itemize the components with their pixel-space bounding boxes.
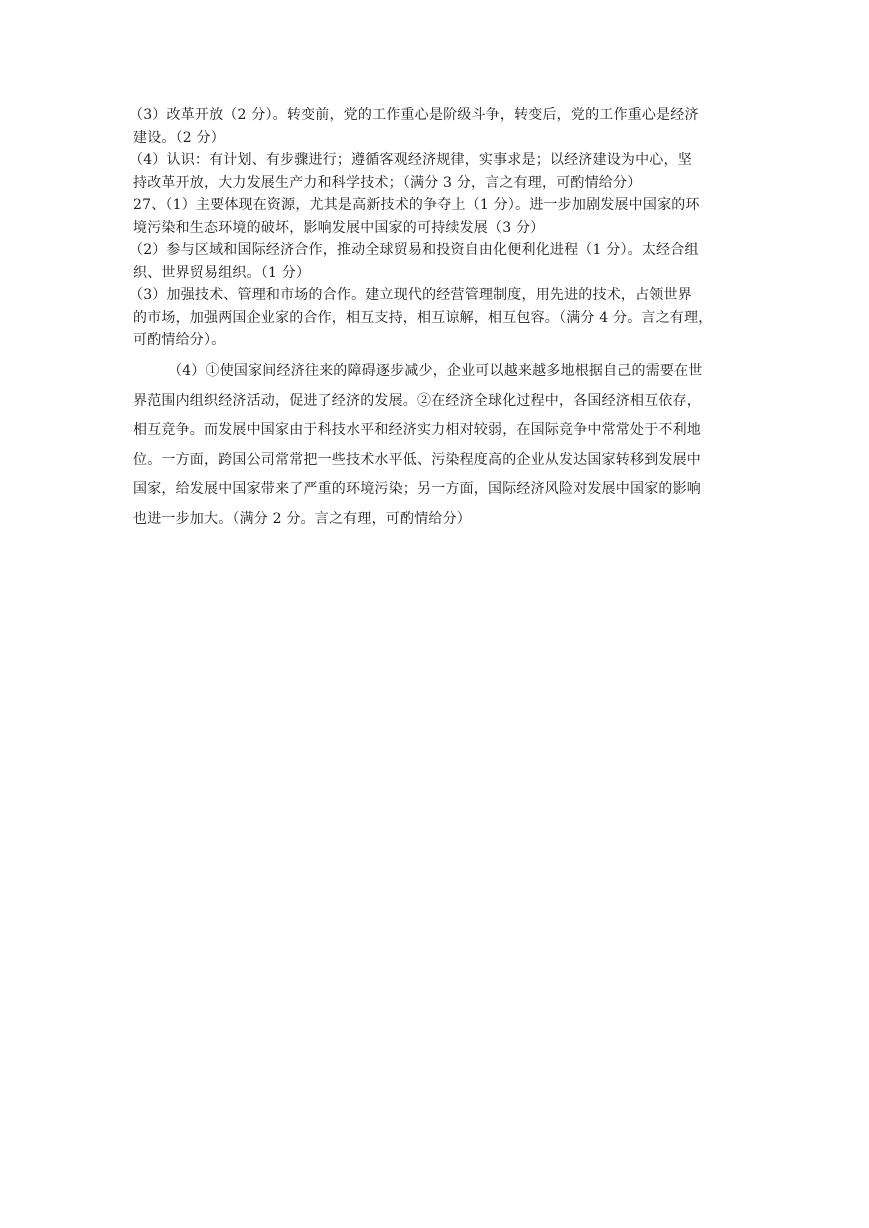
answer-line: 相互竞争。而发展中国家由于科技水平和经济实力相对较弱，在国际竞争中常常处于不利地 bbox=[133, 422, 701, 438]
answer-section-top bbox=[129, 104, 738, 352]
answer-line: （3）加强技术、管理和市场的合作。建立现代的经营管理制度，用先进的技术，占领世界 bbox=[129, 287, 692, 303]
answer-line: （3）改革开放（2 分）。转变前，党的工作重心是阶级斗争，转变后，党的工作重心是经济 bbox=[129, 107, 699, 123]
answer-line: 境污染和生态环境的破坏，影响发展中国家的可持续发展（3 分） bbox=[133, 219, 545, 236]
answer-line: 27、（1）主要体现在资源，尤其是高新技术的争夺上（1 分）。进一步加剧发展中国家的环 bbox=[133, 197, 700, 213]
answer-line: 持改革开放，大力发展生产力和科学技术；（满分 3 分，言之有理，可酌情给分） bbox=[133, 174, 642, 191]
answer-section-bottom bbox=[133, 357, 738, 534]
answer-line: 也进一步加大。（满分 2 分。言之有理，可酌情给分） bbox=[133, 510, 472, 527]
answer-line: 可酌情给分）。 bbox=[133, 332, 226, 348]
answer-line: （4）认识：有计划、有步骤进行；遵循客观经济规律，实事求是；以经济建设为中心，坚 bbox=[129, 152, 692, 168]
answer-line: 位。一方面，跨国公司常常把一些技术水平低、污染程度高的企业从发达国家转移到发展中 bbox=[133, 451, 701, 468]
answer-line: 织、世界贸易组织。（1 分） bbox=[133, 264, 311, 281]
answer-line: 界范围内组织经济活动，促进了经济的发展。②在经济全球化过程中，各国经济相互依存， bbox=[133, 392, 701, 409]
answer-line: 国家，给发展中国家带来了严重的环境污染；另一方面，国际经济风险对发展中国家的影响 bbox=[133, 481, 701, 497]
answer-line: （2）参与区域和国际经济合作，推动全球贸易和投资自由化便利化进程（1 分）。太经合组 bbox=[129, 242, 699, 258]
answer-line: （4）①使国家间经济往来的障碍逐步减少，企业可以越来越多地根据自己的需要在世 bbox=[168, 363, 703, 379]
answer-line: 的市场，加强两国企业家的合作，相互支持，相互谅解，相互包容。（满分 4 分。言之有理， bbox=[133, 309, 713, 326]
answer-line: 建设。（2 分） bbox=[133, 129, 225, 146]
